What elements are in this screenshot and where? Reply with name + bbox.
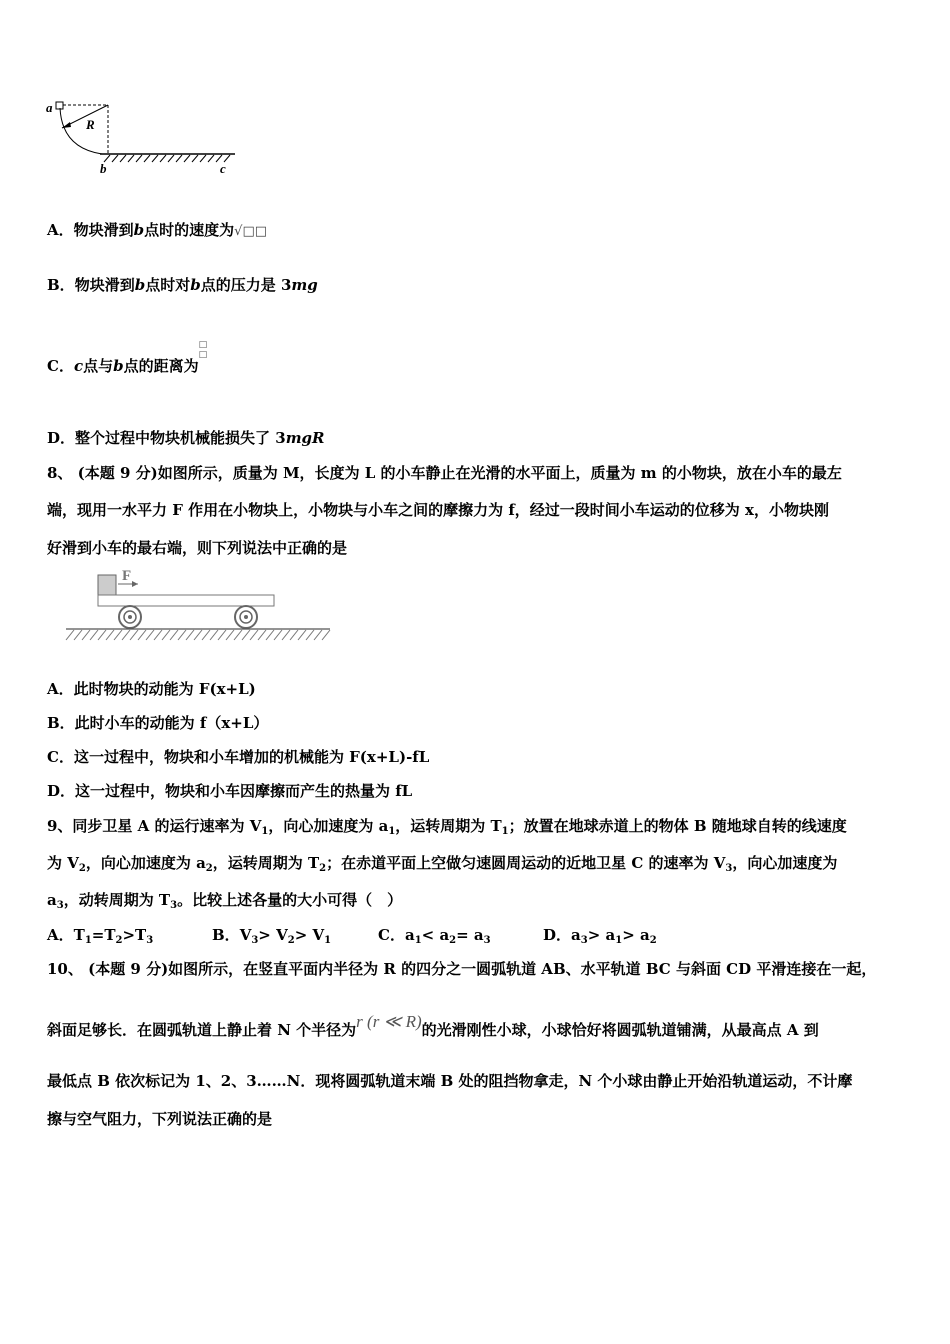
text: ，动转周期为 T bbox=[63, 891, 171, 909]
subscript: 3 bbox=[483, 935, 491, 946]
q8-stem-line-2: 端，现用一水平力 F 作用在小物块上，小物块与小车之间的摩擦力为 f，经过一段时间小车运动的位移为 x，小物块刚 bbox=[47, 501, 829, 519]
cart-body bbox=[98, 595, 274, 606]
label-b: b bbox=[100, 161, 107, 176]
subscript: 2 bbox=[78, 863, 86, 874]
block-m bbox=[98, 575, 116, 595]
subscript: 2 bbox=[287, 935, 295, 946]
option-label: B． bbox=[212, 926, 240, 944]
q10-stem-line-3: 最低点 B 依次标记为 1、2、3……N．现将圆弧轨道末端 B 处的阻挡物拿走，N 个小球由静止开始沿轨道运动，不计摩 bbox=[47, 1072, 853, 1090]
var-mg: mg bbox=[291, 276, 318, 294]
subscript: 1 bbox=[84, 935, 92, 946]
q10-stem-line-4: 擦与空气阻力，下列说法正确的是 bbox=[47, 1110, 273, 1128]
q9-option-d bbox=[543, 924, 657, 946]
q7-option-a bbox=[47, 219, 267, 240]
text: =T bbox=[91, 926, 116, 944]
q8-option-c: C．这一过程中，物块和小车增加的机械能为 F(x+L)-fL bbox=[47, 748, 430, 766]
figure-arc-track bbox=[40, 96, 240, 181]
q8-option-a: A．此时物块的动能为 F(x+L) bbox=[47, 680, 256, 698]
text: a bbox=[47, 891, 57, 909]
option-label: D． bbox=[47, 429, 76, 447]
subscript: 1 bbox=[324, 935, 332, 946]
q9-option-c bbox=[378, 924, 491, 946]
option-text: 点与 bbox=[83, 357, 114, 375]
frac-num: □ bbox=[198, 340, 208, 350]
q7-option-c bbox=[47, 340, 207, 376]
text: > a bbox=[622, 926, 650, 944]
option-label: B． bbox=[47, 276, 75, 294]
q8-option-b: B．此时小车的动能为 f（x+L） bbox=[47, 714, 269, 732]
block-a bbox=[56, 102, 63, 109]
subscript: 3 bbox=[725, 863, 733, 874]
q9-stem-line-2 bbox=[47, 852, 837, 874]
q10-stem-line-1: 10、 (本题 9 分)如图所示，在竖直平面内半径为 R 的四分之一圆弧轨道 AB、水平轨道 BC 与斜面 CD 平滑连接在一起， bbox=[47, 960, 877, 978]
option-label: A． bbox=[47, 926, 74, 944]
text: ，向心加速度为 a bbox=[85, 854, 206, 872]
text: < a bbox=[421, 926, 450, 944]
wheel-right bbox=[235, 606, 257, 628]
subscript: 1 bbox=[414, 935, 422, 946]
sqrt-placeholder: √□□ bbox=[234, 224, 268, 239]
text: >T bbox=[122, 926, 147, 944]
q9-option-b bbox=[212, 924, 331, 946]
label-c: c bbox=[220, 161, 226, 176]
var-b: b bbox=[133, 221, 145, 239]
figure-cart bbox=[62, 562, 334, 647]
var-c: c bbox=[73, 357, 84, 375]
subscript: 2 bbox=[205, 863, 213, 874]
subscript: 3 bbox=[56, 900, 64, 911]
q8-stem-line-3: 好滑到小车的最右端，则下列说法中正确的是 bbox=[47, 539, 348, 557]
q8-stem-line-1: 8、 (本题 9 分)如图所示，质量为 M，长度为 L 的小车静止在光滑的水平面上，质量为 m 的小物块，放在小车的最左 bbox=[47, 464, 842, 482]
option-text: 点的压力是 3 bbox=[200, 276, 292, 294]
q9-stem-line-3 bbox=[47, 889, 402, 911]
label-R: R bbox=[86, 117, 95, 132]
text: 为 V bbox=[47, 854, 79, 872]
subscript: 1 bbox=[615, 935, 623, 946]
label-a: a bbox=[46, 100, 53, 115]
text: ；在赤道平面上空做匀速圆周运动的近地卫星 C 的速率为 V bbox=[326, 854, 726, 872]
text: = a bbox=[456, 926, 484, 944]
var-b: b bbox=[134, 276, 146, 294]
option-label: C． bbox=[378, 926, 405, 944]
text: a bbox=[404, 926, 415, 944]
q7-option-b bbox=[47, 274, 318, 295]
text: T bbox=[73, 926, 85, 944]
subscript: 1 bbox=[501, 826, 509, 837]
text: > V bbox=[294, 926, 325, 944]
frac-den: □ bbox=[198, 350, 208, 360]
option-label: D． bbox=[543, 926, 572, 944]
subscript: 3 bbox=[251, 935, 259, 946]
subscript: 2 bbox=[449, 935, 457, 946]
text: 斜面足够长．在圆弧轨道上静止着 N 个半径为 bbox=[47, 1021, 357, 1039]
option-text: 点时的速度为 bbox=[144, 221, 235, 239]
text: > V bbox=[258, 926, 288, 944]
option-text: 物块滑到 bbox=[73, 221, 134, 239]
text: a bbox=[571, 926, 581, 944]
option-text: 点时对 bbox=[145, 276, 191, 294]
q7-option-d bbox=[47, 427, 325, 448]
option-text: 点的距离为 bbox=[123, 357, 199, 375]
subscript: 3 bbox=[580, 935, 588, 946]
q10-stem-line-2 bbox=[47, 1012, 819, 1040]
option-text: 物块滑到 bbox=[74, 276, 135, 294]
text: ，运转周期为 T bbox=[395, 817, 502, 835]
force-label: F bbox=[122, 568, 132, 584]
text: 。比较上述各量的大小可得（ ） bbox=[177, 891, 403, 909]
math-r-condition: r (r ≪ R) bbox=[356, 1012, 422, 1031]
subscript: 2 bbox=[649, 935, 657, 946]
var-mgR: mgR bbox=[285, 429, 325, 447]
fraction-placeholder bbox=[199, 340, 208, 360]
q8-option-d: D．这一过程中，物块和小车因摩擦而产生的热量为 fL bbox=[47, 782, 413, 800]
subscript: 3 bbox=[170, 900, 178, 911]
option-label: C． bbox=[47, 357, 74, 375]
subscript: 2 bbox=[115, 935, 123, 946]
text: V bbox=[239, 926, 252, 944]
var-b: b bbox=[113, 357, 124, 375]
text: 9、同步卫星 A 的运行速率为 V bbox=[47, 817, 262, 835]
option-label: A． bbox=[47, 221, 74, 239]
q9-stem-line-1 bbox=[47, 815, 847, 837]
text: 的光滑刚性小球，小球恰好将圆弧轨道铺满，从最高点 A 到 bbox=[421, 1021, 819, 1039]
wheel-left bbox=[119, 606, 141, 628]
text: ，向心加速度为 bbox=[732, 854, 838, 872]
q9-option-a bbox=[47, 924, 153, 946]
subscript: 1 bbox=[261, 826, 269, 837]
option-text: 整个过程中物块机械能损失了 3 bbox=[75, 429, 286, 447]
text: ；放置在地球赤道上的物体 B 随地球自转的线速度 bbox=[508, 817, 847, 835]
subscript: 2 bbox=[319, 863, 327, 874]
text: ，运转周期为 T bbox=[212, 854, 320, 872]
subscript: 1 bbox=[388, 826, 396, 837]
var-b: b bbox=[190, 276, 201, 294]
text: > a bbox=[587, 926, 616, 944]
subscript: 3 bbox=[146, 935, 154, 946]
text: ，向心加速度为 a bbox=[268, 817, 389, 835]
